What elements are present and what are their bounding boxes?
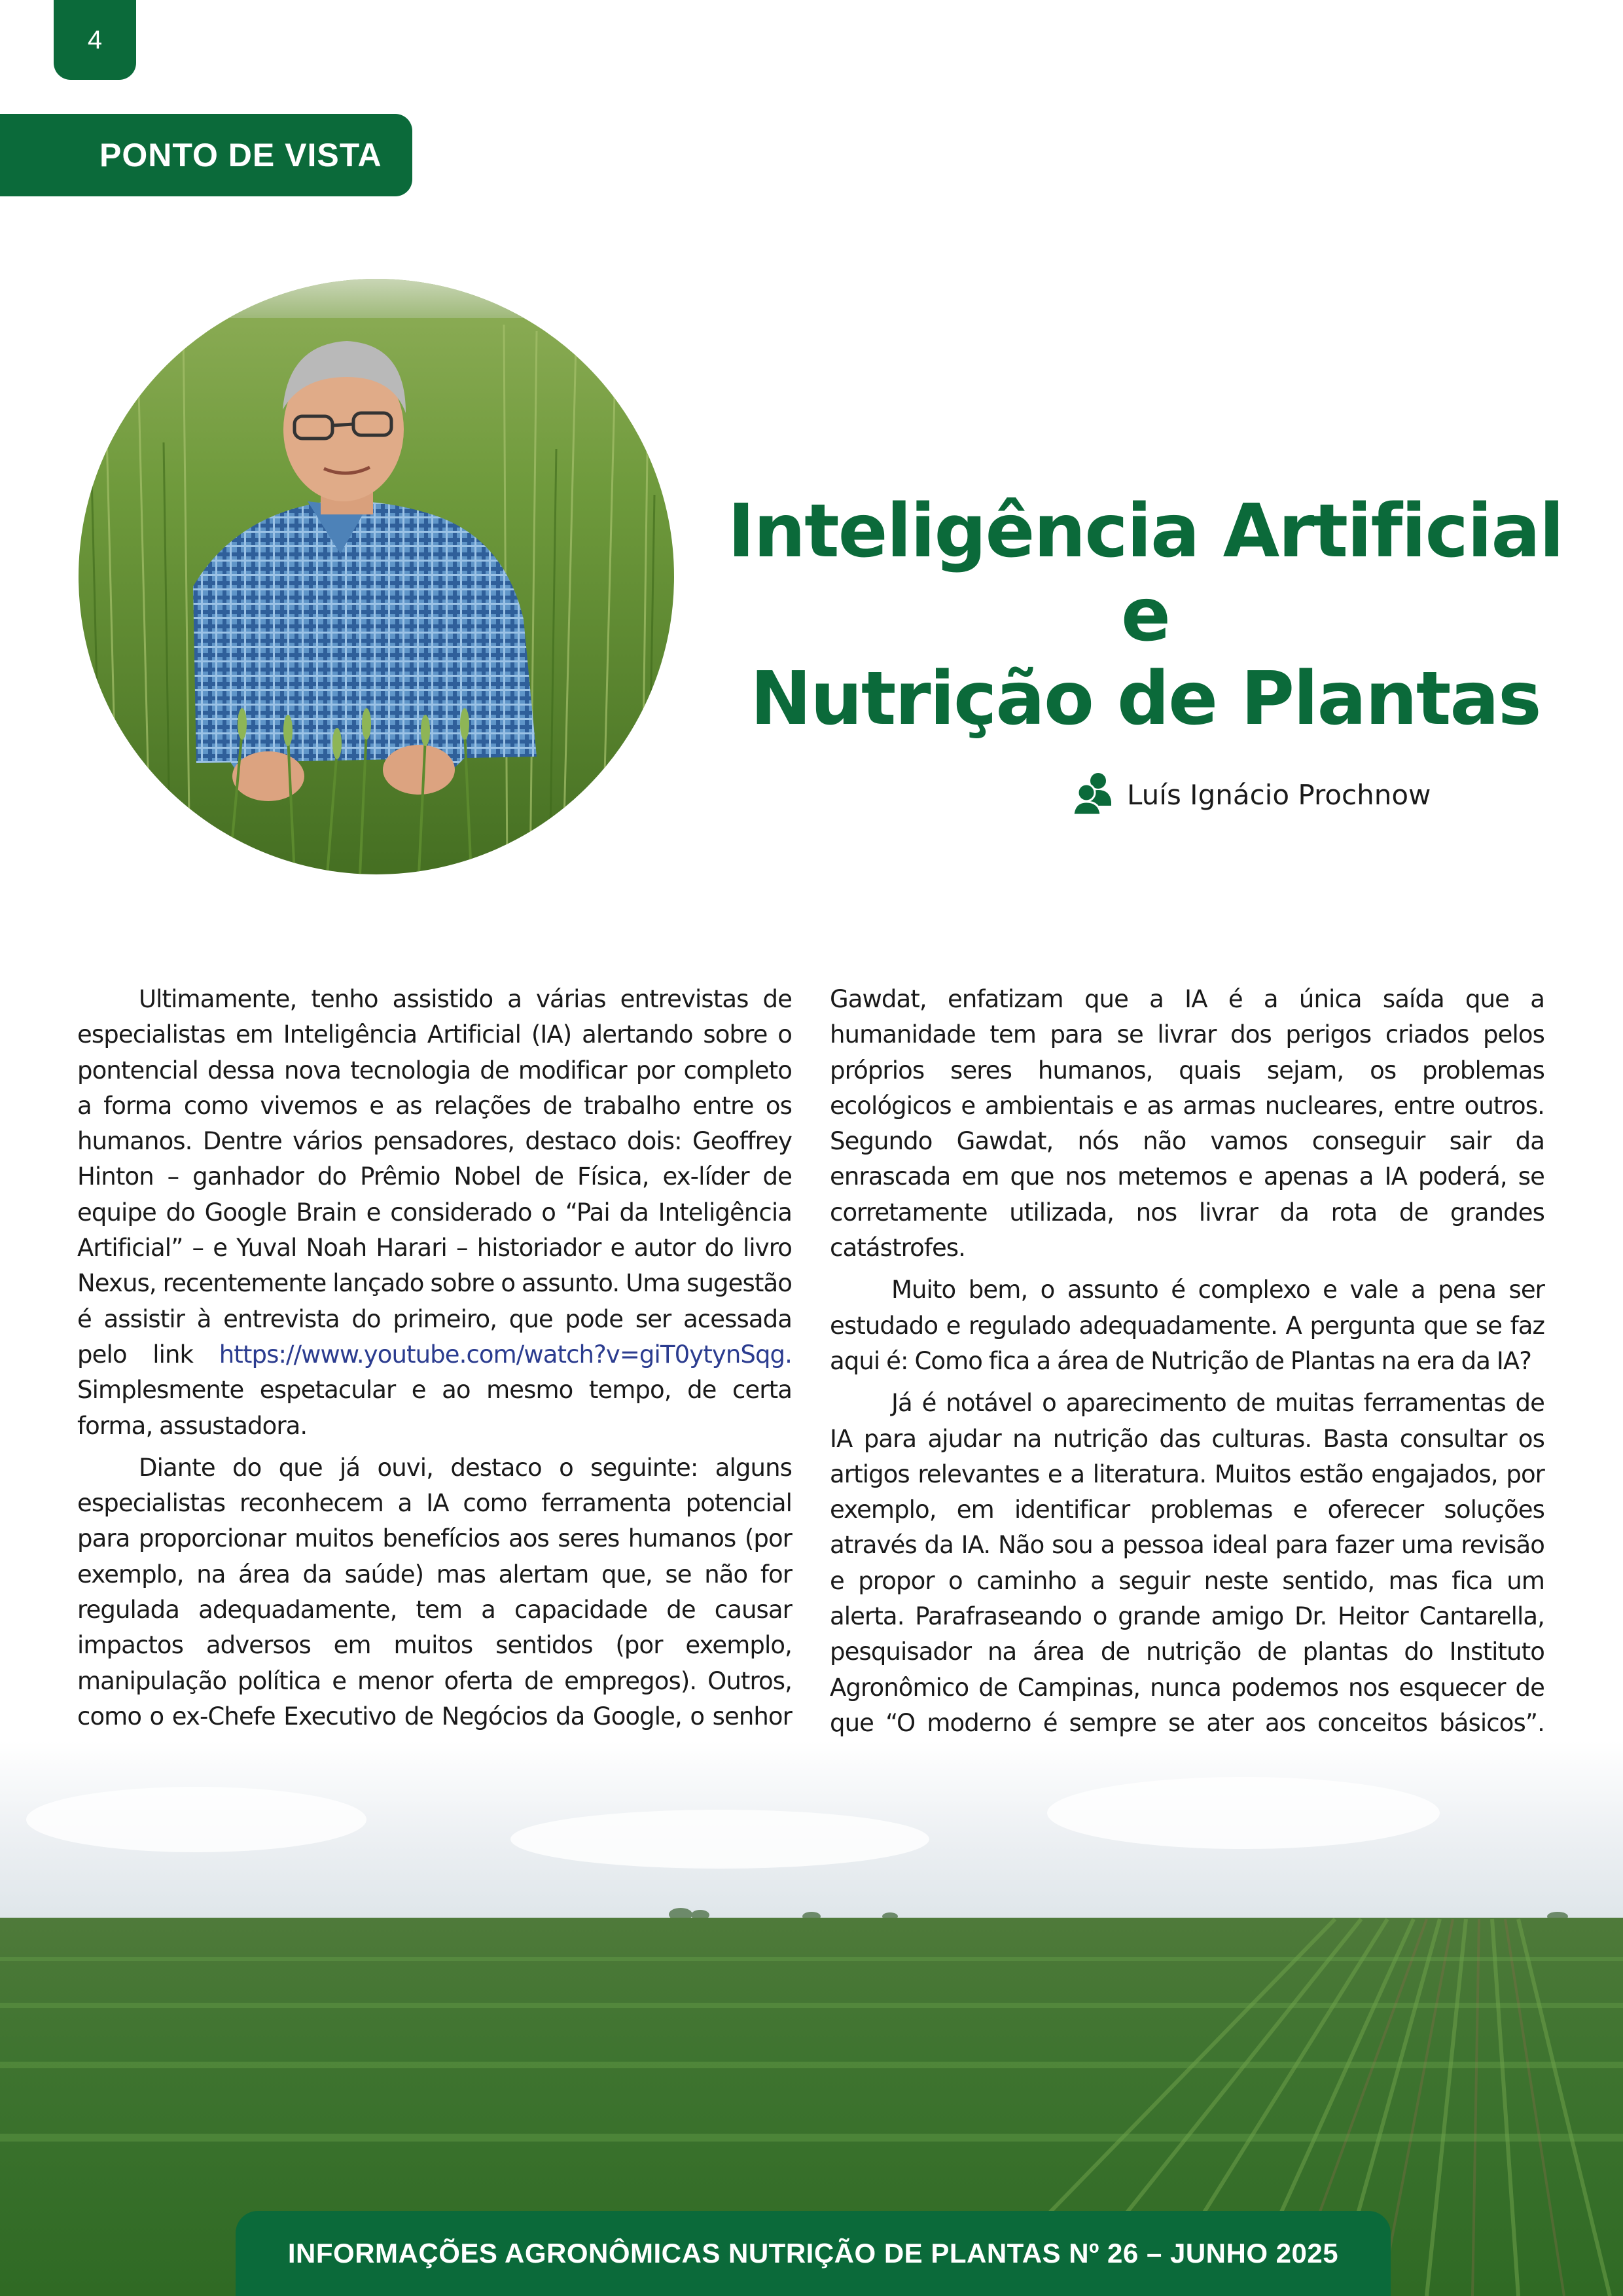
paragraph: Diante do que já ouvi, destaco o seguinte: alguns especialistas reconhecem a IA como ferramenta potencial para proporcionar muitos benefícios aos seres humanos (por exemplo, na área da saúde) mas alertam que, se não for regulada adequadamente, tem a capacidade de causar impactos adversos em muitos sentidos (por exemplo, manipulação política e menor oferta de empregos). Outros, como o ex-Chefe Executivo de Negócios da Google, o senhor — [77, 1453, 792, 1731]
article-column-right — [830, 982, 1544, 1819]
section-label: PONTO DE VISTA — [0, 114, 412, 196]
author-portrait-image — [79, 279, 674, 874]
paragraph: Gawdat, enfatizam que a IA é a única saída que a humanidade tem para se livrar dos perigos criados pelos próprios seres humanos, quais sejam, os problemas ecológicos e ambientais e as armas nucleares, entre outros. Segundo Gawdat, nós não vamos conseguir sair da enrascada em que nos metemos e apenas a IA poderá, se corretamente utilizada, nos livrar da rota de grandes catástrofes. — [830, 985, 1544, 1263]
article-title — [707, 490, 1584, 741]
youtube-link[interactable]: https://www.youtube.com/watch?v=giT0ytynSqg. — [219, 1340, 792, 1369]
footer-publication: INFORMAÇÕES AGRONÔMICAS NUTRIÇÃO DE PLANTAS Nº 26 – JUNHO 2025 — [236, 2211, 1391, 2296]
paragraph: Já é notável o aparecimento de muitas ferramentas de IA para ajudar na nutrição das culturas. Basta consultar os artigos relevantes e a literatura. Muitos estão engajados, por exemplo, em identificar problemas e oferecer soluções através da IA. Não sou a pessoa ideal para fazer uma revisão e propor o caminho a seguir neste sentido, mas fica um alerta. Parafraseando o grande amigo Dr. Heitor Cantarella, pesquisador na área de nutrição de plantas do Instituto Agronômico de Campinas, nunca podemos nos esquecer de que “O moderno é sempre se ater aos conceitos básicos”. — [830, 1389, 1544, 1737]
title-line-2: Nutrição de Plantas — [750, 656, 1541, 742]
paragraph-text: Ultimamente, tenho assistido a várias entrevistas de especialistas em Inteligência Artificial (IA) alertando sobre o pontencial dessa nova tecnologia de modificar por completo a forma como vivemos e as relações de trabalho entre os humanos. Dentre vários pensadores, destaco dois: Geoffrey Hinton – ganhador do Prêmio Nobel de Física, ex-líder de equipe do Google Brain e considerado o “Pai da Inteligência Artificial” – e Yuval Noah Harari – historiador e autor do livro Nexus, recentemente lançado sobre o assunto. Uma sugestão é assistir à entrevista do primeiro, que pode ser acessada pelo link — [77, 985, 792, 1369]
author-photo — [79, 279, 674, 874]
author-name: Luís Ignácio Prochnow — [1127, 778, 1431, 811]
people-icon — [1073, 772, 1114, 817]
title-line-1: Inteligência Artificial e — [727, 489, 1563, 658]
article-column-left — [77, 982, 792, 1777]
paragraph: Muito bem, o assunto é complexo e vale a pena ser estudado e regulado adequadamente. A pergunta que se faz aqui é: Como fica a área de Nutrição de Plantas na era da IA? — [830, 1276, 1544, 1375]
page-number: 4 — [54, 0, 136, 80]
paragraph-text: Simplesmente espetacular e ao mesmo tempo, de certa forma, assustadora. — [77, 1376, 792, 1440]
author-byline — [1073, 768, 1431, 821]
paragraph — [77, 982, 792, 1444]
